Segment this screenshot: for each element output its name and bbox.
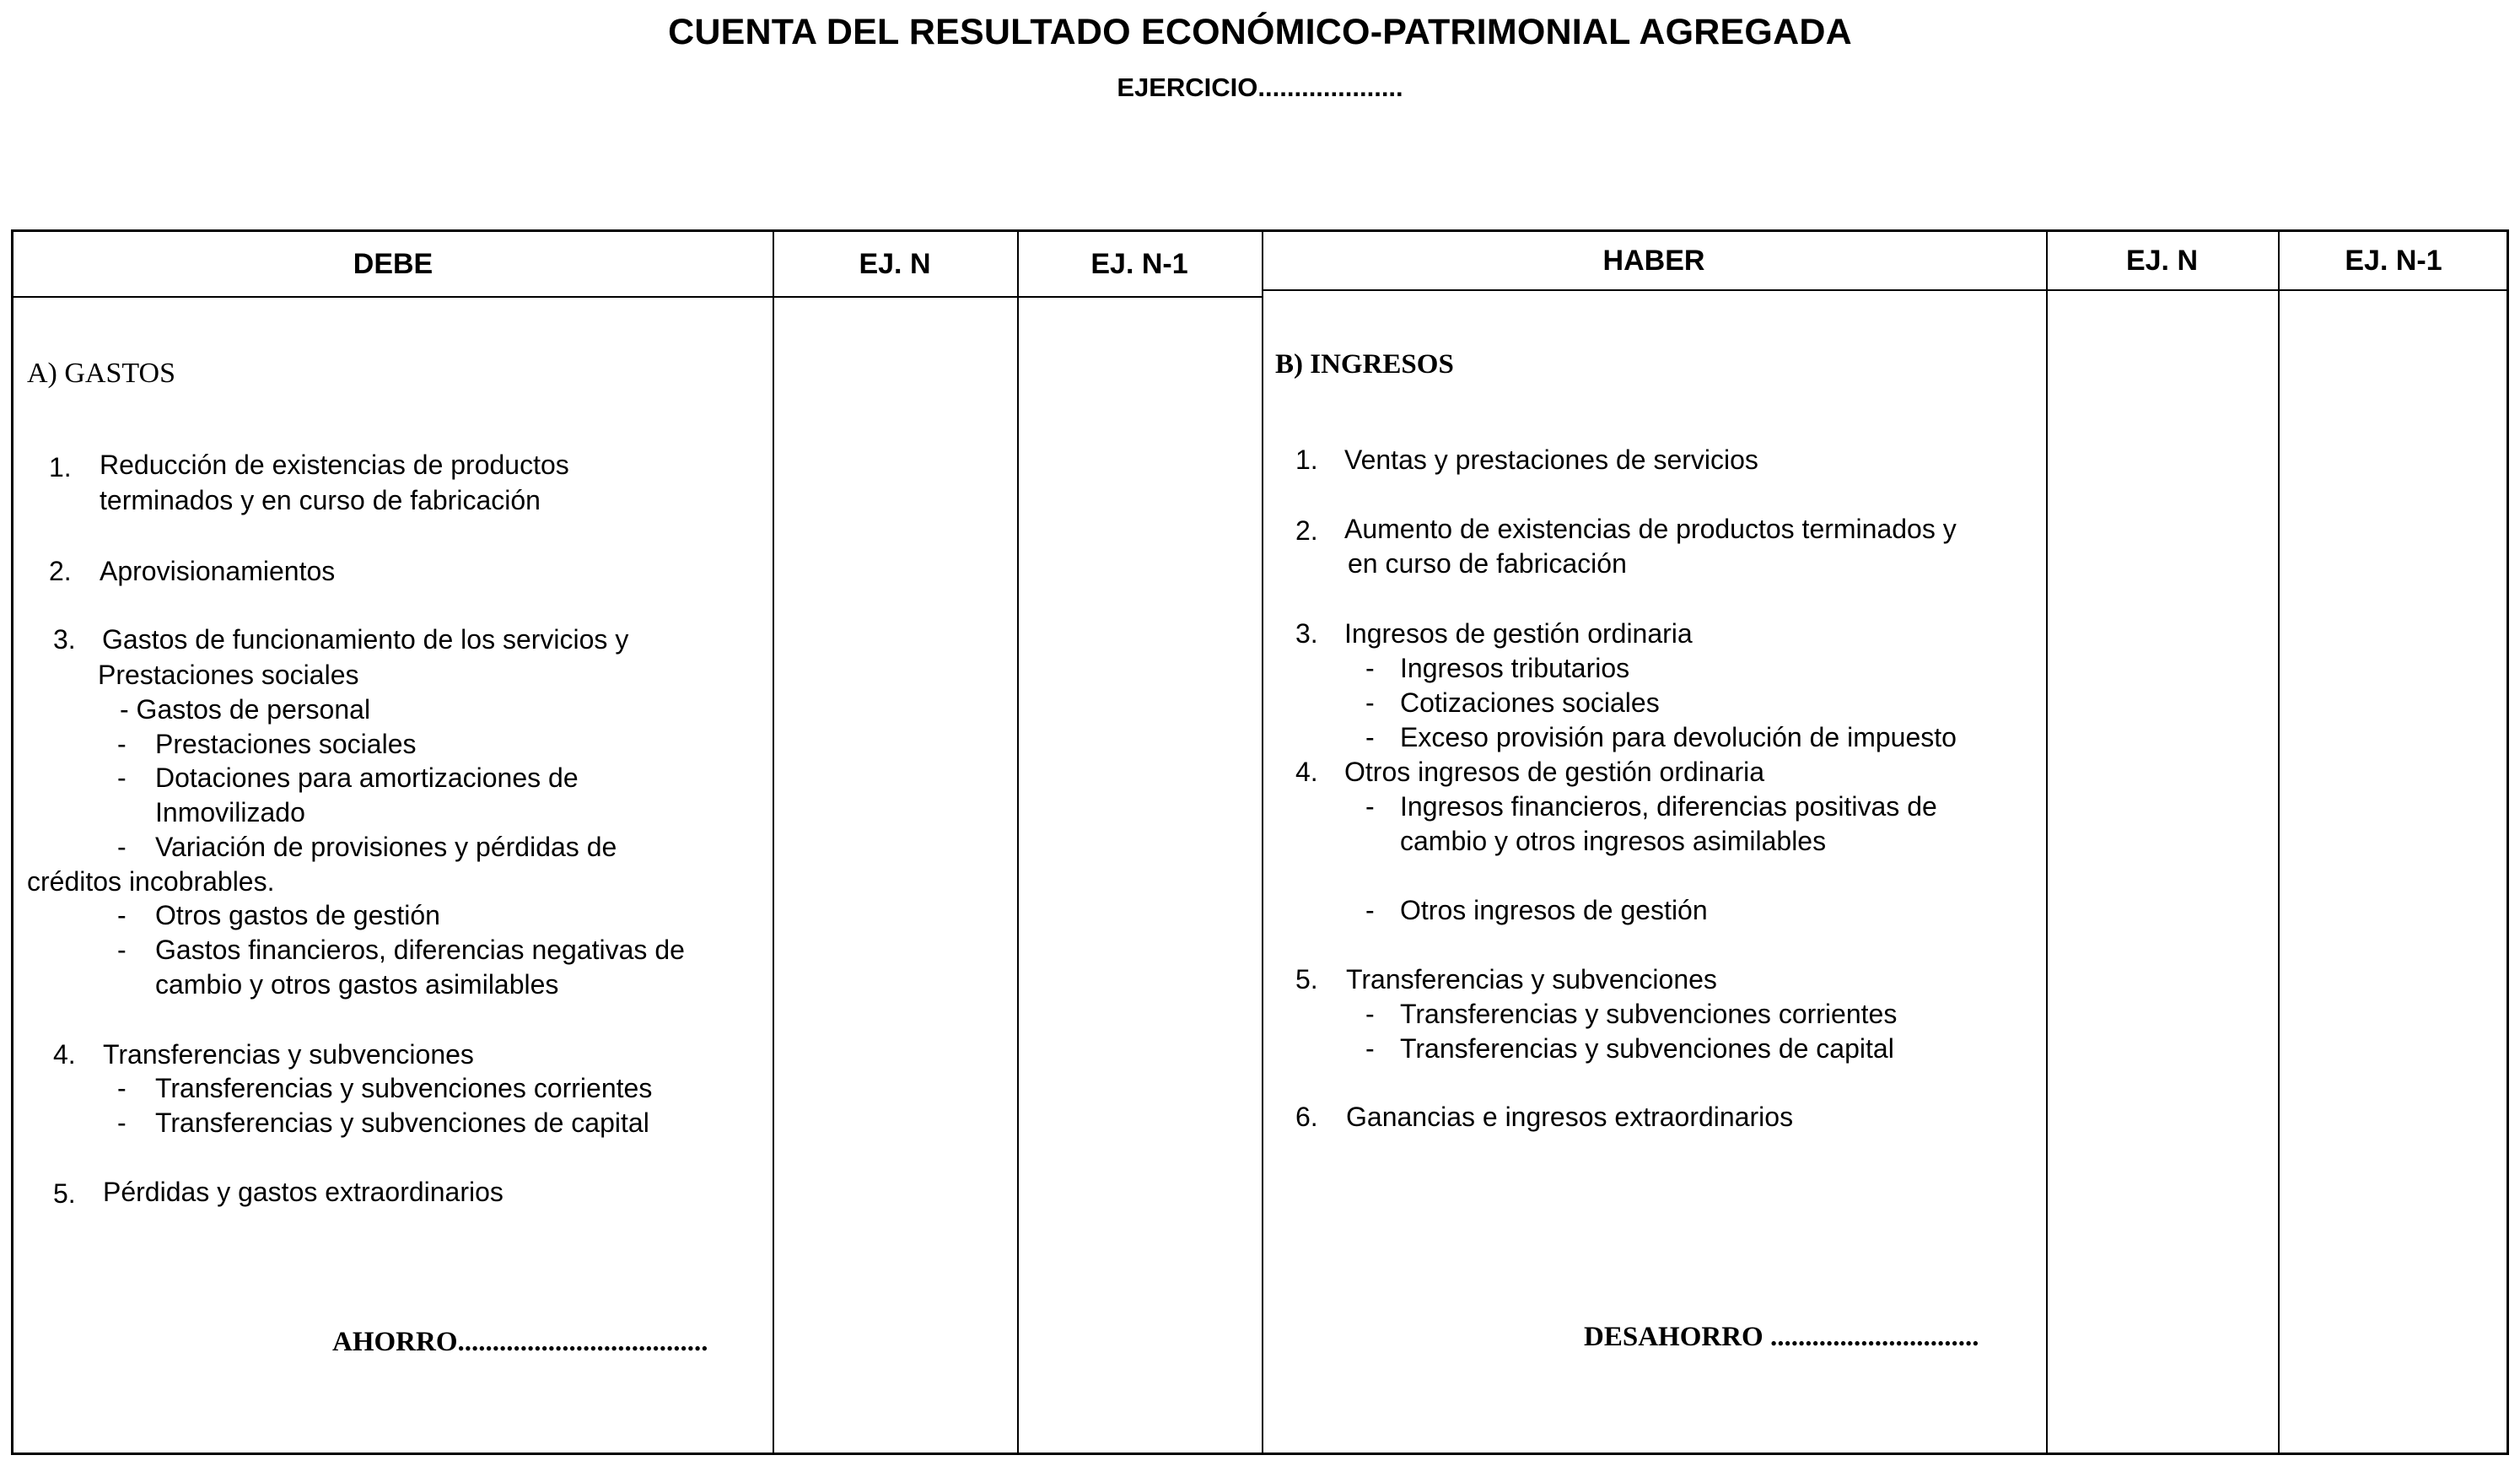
item-label: Transferencias y subvenciones xyxy=(1346,964,1717,994)
item-number: 3. xyxy=(1295,618,1318,649)
item-label: Gastos de funcionamiento de los servicios y xyxy=(102,624,629,655)
sub-item: Dotaciones para amortizaciones de xyxy=(155,763,579,793)
sub-item: Prestaciones sociales xyxy=(155,729,417,759)
item-number: 5. xyxy=(1295,964,1318,994)
sub-item-dash: - xyxy=(1365,999,1375,1029)
item-number: 3. xyxy=(53,624,76,655)
section-ingresos: B) INGRESOS xyxy=(1275,349,1454,380)
item-number: 4. xyxy=(53,1039,76,1070)
ahorro-total: AHORRO.................................... xyxy=(332,1327,708,1357)
account-table xyxy=(11,229,2509,1455)
sub-item: cambio y otros ingresos asimilables xyxy=(1400,826,1827,856)
header-rule xyxy=(13,296,1262,298)
sub-item: Transferencias y subvenciones corrientes xyxy=(1400,999,1898,1029)
column-divider xyxy=(773,232,774,1453)
item-number: 4. xyxy=(1295,757,1318,787)
item-number: 5. xyxy=(53,1178,76,1209)
header-ej-n: EJ. N xyxy=(859,247,931,280)
item-number: 6. xyxy=(1295,1102,1318,1132)
sub-item: Ingresos tributarios xyxy=(1400,653,1630,683)
sub-item: Transferencias y subvenciones de capital xyxy=(1400,1033,1894,1064)
sub-item: Gastos financieros, diferencias negativas de xyxy=(155,935,685,965)
sub-item-dash: - xyxy=(117,832,127,862)
sub-item: Variación de provisiones y pérdidas de xyxy=(155,832,617,862)
sub-item: Inmovilizado xyxy=(155,797,305,827)
sub-item: Otros gastos de gestión xyxy=(155,900,440,930)
sub-item: - Gastos de personal xyxy=(120,694,371,725)
item-label: Aumento de existencias de productos terminados y xyxy=(1344,514,1957,544)
item-number: 1. xyxy=(49,452,72,482)
header-ej-n: EJ. N xyxy=(2125,244,2199,277)
item-label: en curso de fabricación xyxy=(1348,548,1627,579)
column-divider xyxy=(2046,232,2048,1453)
column-divider xyxy=(1017,232,1019,1453)
header-rule xyxy=(1262,289,2509,291)
sub-item-dash: - xyxy=(117,763,127,793)
item-label: Pérdidas y gastos extraordinarios xyxy=(103,1177,503,1207)
sub-item-dash: - xyxy=(1365,722,1375,752)
item-number: 1. xyxy=(1295,445,1318,475)
sub-item: cambio y otros gastos asimilables xyxy=(155,969,559,1000)
item-number: 2. xyxy=(49,556,72,586)
sub-item-dash: - xyxy=(117,900,127,930)
sub-item-dash: - xyxy=(1365,653,1375,683)
sub-item-dash: - xyxy=(117,1073,127,1103)
sub-item-dash: - xyxy=(1365,791,1375,822)
sub-item-dash: - xyxy=(117,1108,127,1138)
header-ej-n1: EJ. N-1 xyxy=(2345,244,2442,277)
item-label: Ganancias e ingresos extraordinarios xyxy=(1346,1102,1794,1132)
column-divider xyxy=(2278,232,2280,1453)
sub-item-dash: - xyxy=(1365,687,1375,718)
header-ej-n1: EJ. N-1 xyxy=(1090,247,1188,280)
sub-item-dash: - xyxy=(117,935,127,965)
sub-item: Exceso provisión para devolución de impuesto xyxy=(1400,722,1957,752)
column-divider xyxy=(1262,232,1263,1453)
sub-item: Transferencias y subvenciones corrientes xyxy=(155,1073,653,1103)
item-number: 2. xyxy=(1295,515,1318,546)
fiscal-year-label: EJERCICIO.................... xyxy=(1117,73,1403,102)
sub-item: créditos incobrables. xyxy=(27,866,275,897)
page-title: CUENTA DEL RESULTADO ECONÓMICO-PATRIMONIAL AGREGADA xyxy=(668,12,1852,52)
item-label: Prestaciones sociales xyxy=(98,660,359,690)
item-label: Aprovisionamientos xyxy=(100,556,336,586)
sub-item: Otros ingresos de gestión xyxy=(1400,895,1708,925)
section-gastos: A) GASTOS xyxy=(27,358,176,389)
header-debe: DEBE xyxy=(353,247,433,280)
sub-item-dash: - xyxy=(117,729,127,759)
item-label: terminados y en curso de fabricación xyxy=(100,485,541,515)
item-label: Ingresos de gestión ordinaria xyxy=(1344,618,1693,649)
item-label: Otros ingresos de gestión ordinaria xyxy=(1344,757,1765,787)
sub-item-dash: - xyxy=(1365,1033,1375,1064)
item-label: Transferencias y subvenciones xyxy=(103,1039,474,1070)
header-haber: HABER xyxy=(1602,244,1705,277)
item-label: Ventas y prestaciones de servicios xyxy=(1344,445,1758,475)
sub-item-dash: - xyxy=(1365,895,1375,925)
sub-item: Cotizaciones sociales xyxy=(1400,687,1660,718)
item-label: Reducción de existencias de productos xyxy=(100,450,569,480)
desahorro-total: DESAHORRO .............................. xyxy=(1584,1322,1979,1352)
sub-item: Ingresos financieros, diferencias positivas de xyxy=(1400,791,1937,822)
sub-item: Transferencias y subvenciones de capital xyxy=(155,1108,649,1138)
